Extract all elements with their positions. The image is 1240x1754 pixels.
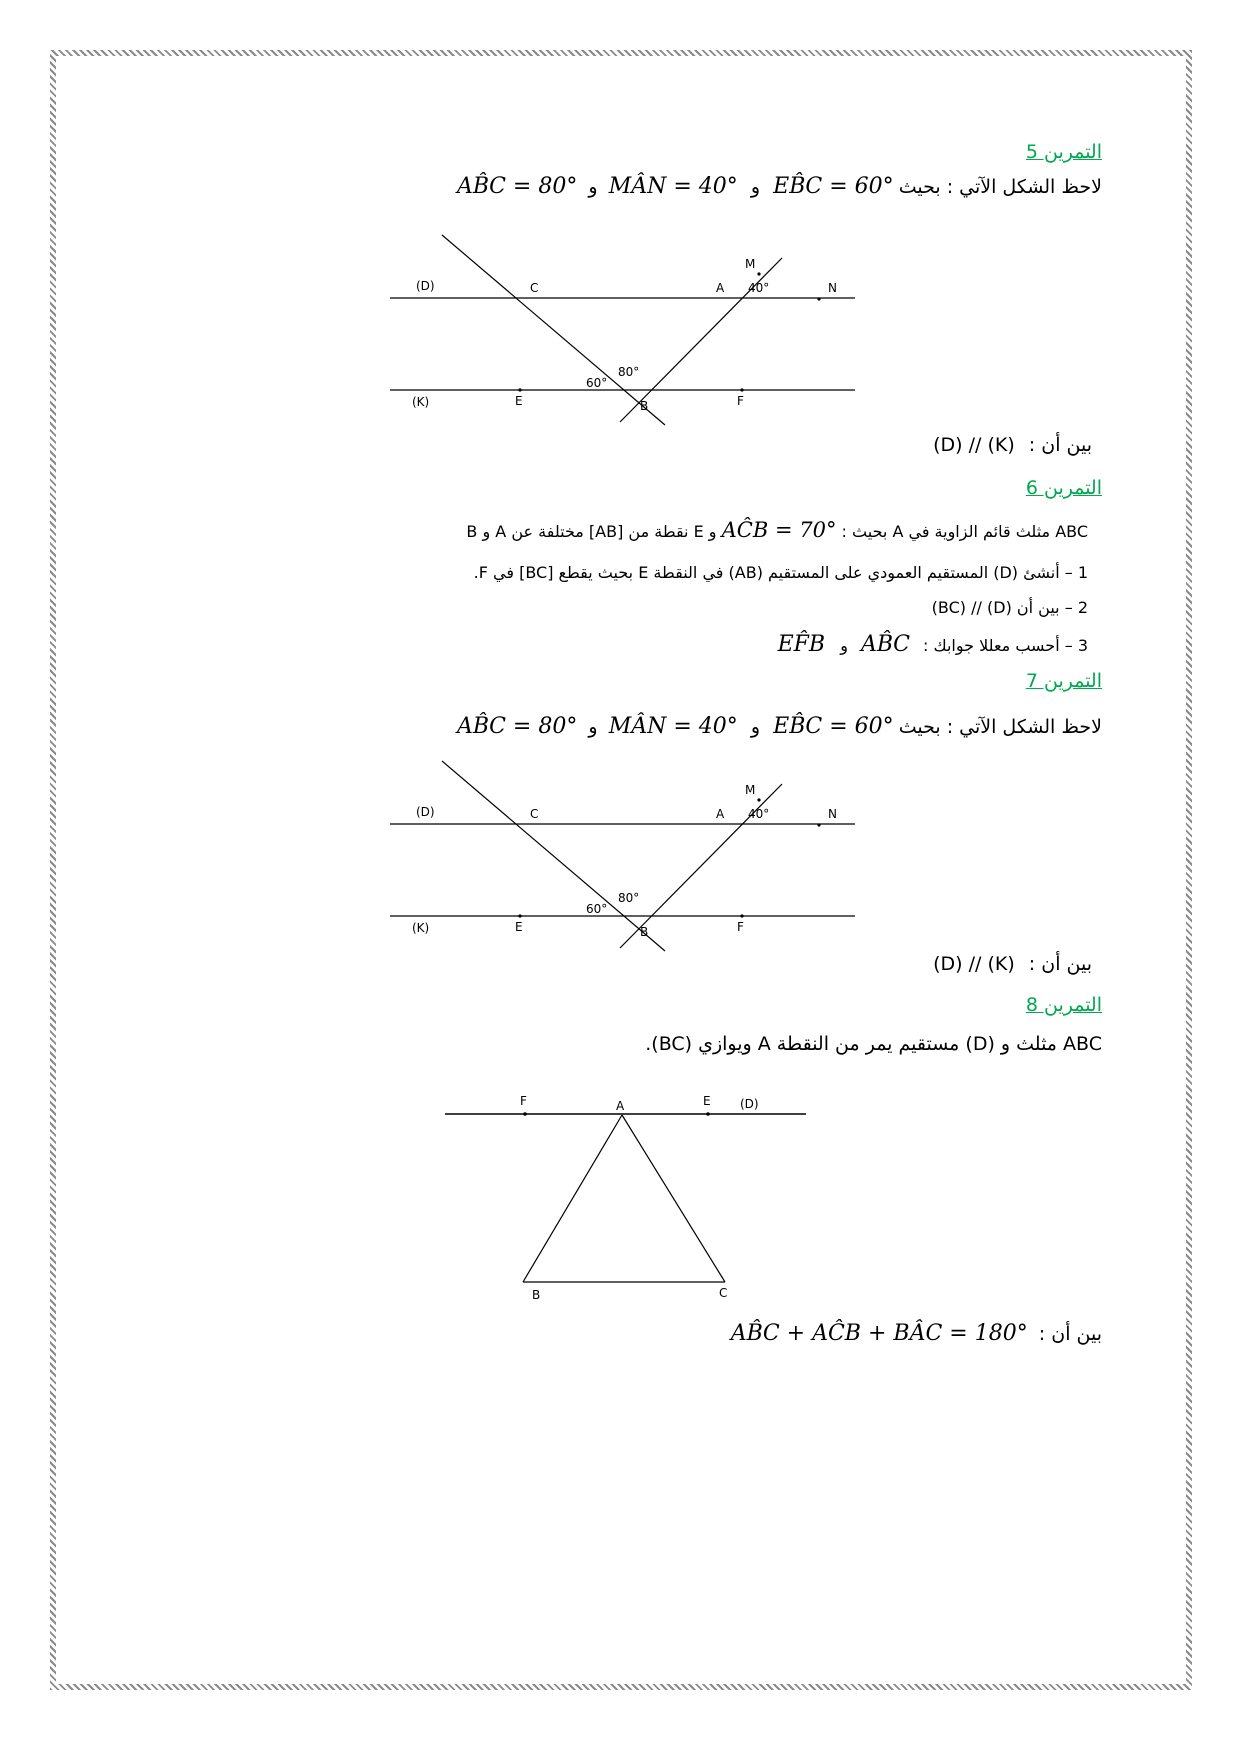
point-F [740,388,743,391]
point-E [518,914,521,917]
point-E [706,1112,710,1116]
label-B: B [532,1288,541,1300]
exercise-5-title: التمرين 5 [1025,141,1102,163]
ex6-line-1 [466,518,1088,542]
ex7-eq1: EB̂C = 60° [773,714,894,739]
ex8-conclusion-prefix: بين أن : [1038,1323,1102,1345]
label-E: E [703,1094,711,1108]
ex6-line-2: 1 – أنشئ (D) المستقيم العمودي على المستقيم (AB) في النقطة E بحيث يقطع [BC] في F. [473,563,1088,582]
exercise-5-statement [457,174,1102,199]
label-K: (K) [412,395,430,409]
ex6-line4-and: و [840,636,848,655]
ex6-line1-a: ABC مثلث قائم الزاوية في A بحيث : [841,522,1088,541]
ex6-line-3: 2 – بين أن (D) // (BC) [931,598,1088,617]
label-angle-80: 80° [618,365,640,379]
ex8-statement: ABC مثلث و (D) مستقيم يمر من النقطة A ويوازي (BC). [645,1033,1102,1055]
label-F: F [737,394,744,408]
ex5-conclusion-text: (D) // (K) [933,434,1015,456]
ex5-and-2: و [588,176,598,198]
ex7-conclusion [933,953,1092,975]
point-N [817,823,820,826]
label-angle-80: 80° [618,891,640,905]
ex7-eq3: AB̂C = 80° [457,714,578,739]
ex5-intro: لاحظ الشكل الآتي : بحيث [898,176,1102,198]
ex7-conclusion-text: (D) // (K) [933,953,1015,975]
ex8-conclusion [731,1321,1102,1346]
label-angle-60: 60° [586,376,608,390]
point-E [518,388,521,391]
ex6-line-4 [778,632,1088,657]
line-CB [442,761,665,951]
label-N: N [828,281,837,295]
ex7-and-2: و [588,716,598,738]
label-D: (D) [740,1097,759,1111]
ex5-eq2: MÂN = 40° [608,174,738,199]
label-angle-60: 60° [586,902,608,916]
label-A: A [716,807,725,821]
label-D: (D) [416,805,435,819]
label-angle-40: 40° [748,281,770,295]
label-A: A [616,1099,625,1113]
label-C: C [719,1286,728,1300]
ex7-eq2: MÂN = 40° [608,714,738,739]
ex5-conclusion-prefix: بين أن : [1028,434,1092,456]
label-B: B [640,399,649,413]
label-M: M [745,783,756,797]
ex7-conclusion-prefix: بين أن : [1028,953,1092,975]
point-M [757,798,760,801]
ex7-and-1: و [750,716,761,738]
label-C: C [530,281,539,295]
exercise-6-title: التمرين 6 [1025,477,1102,499]
point-N [817,297,820,300]
point-M [757,272,760,275]
label-N: N [828,807,837,821]
label-E: E [515,394,523,408]
label-F: F [737,920,744,934]
ex6-line4-a: 3 – أحسب معللا جوابك : [923,636,1088,655]
exercise-7-figure [390,746,860,956]
label-angle-40: 40° [748,807,770,821]
label-F: F [520,1094,527,1108]
ex6-line4-eq1: AB̂C [861,632,910,657]
segment-AB [523,1115,622,1282]
ex5-eq1: EB̂C = 60° [773,174,894,199]
label-M: M [745,257,756,271]
exercise-7-title: التمرين 7 [1025,670,1102,692]
point-F [740,914,743,917]
ex6-line4-eq2: EF̂B [777,632,826,657]
label-A: A [716,281,725,295]
ex5-and-1: و [750,176,761,198]
exercise-7-statement [457,714,1102,739]
ex5-eq3: AB̂C = 80° [457,174,578,199]
line-CB [442,235,665,425]
label-E: E [515,920,523,934]
label-C: C [530,807,539,821]
ex6-line1-b: و E نقطة من [AB] مختلفة عن A و B [466,522,717,541]
point-F [523,1112,527,1116]
exercise-8-title: التمرين 8 [1025,994,1102,1016]
label-B: B [640,925,649,939]
ex8-conclusion-eq: AB̂C + AĈB + BÂC = 180° [730,1321,1028,1346]
segment-AC [622,1115,725,1282]
ex6-line1-eq: AĈB = 70° [721,518,837,542]
ex7-intro: لاحظ الشكل الآتي : بحيث [898,716,1102,738]
label-K: (K) [412,921,430,935]
exercise-5-figure [390,220,860,430]
exercise-8-figure [440,1080,820,1300]
ex5-conclusion [933,434,1092,456]
label-D: (D) [416,279,435,293]
